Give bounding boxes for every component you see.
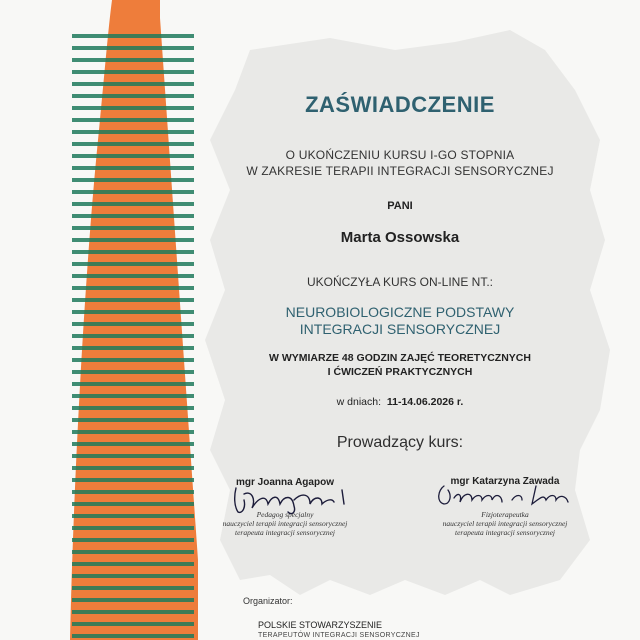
instructor-1-role-3: terapeuta integracji sensorycznej xyxy=(235,528,335,537)
course-title-line-2: INTEGRACJI SENSORYCZNEJ xyxy=(299,321,501,337)
subtitle-line-1: O UKOŃCZENIU KURSU I-GO STOPNIA xyxy=(285,148,515,162)
instructor-1-role-2: nauczyciel terapii integracji sensorycznej xyxy=(222,519,348,528)
instructor-2-role-1: Fizjoterapeutka xyxy=(481,510,529,519)
leaders-label: Prowadzący kurs: xyxy=(336,434,464,451)
subtitle-line-2: W ZAKRESIE TERAPII INTEGRACJI SENSORYCZNEJ xyxy=(246,164,554,178)
instructor-2-name: mgr Katarzyna Zawada xyxy=(450,476,560,487)
dates-label: w dniach: xyxy=(336,396,381,408)
course-title-line-1: NEUROBIOLOGICZNE PODSTAWY xyxy=(285,304,515,320)
instructor-2-role-2: nauczyciel terapii integracji sensorycznej xyxy=(442,519,568,528)
hours-line-1: W WYMIARZE 48 GODZIN ZAJĘĆ TEORETYCZNYCH xyxy=(269,352,531,364)
recipient-name: Marta Ossowska xyxy=(340,229,460,246)
completed-text: UKOŃCZYŁA KURS ON-LINE NT.: xyxy=(306,275,494,289)
organizer-name-line-1: POLSKIE STOWARZYSZENIE xyxy=(258,620,383,630)
salutation: PANI xyxy=(387,200,413,212)
organizer-label: Organizator: xyxy=(243,596,293,606)
instructor-2-role-3: terapeuta integracji sensorycznej xyxy=(455,528,555,537)
instructor-1-name: mgr Joanna Agapow xyxy=(236,477,334,488)
instructor-1-role-1: Pedagog specjalny xyxy=(256,510,314,519)
hours-line-2: I ĆWICZEŃ PRAKTYCZNYCH xyxy=(327,366,473,378)
organizer-name-line-2: TERAPEUTÓW INTEGRACJI SENSORYCZNEJ xyxy=(258,632,420,639)
signature-1 xyxy=(222,482,362,518)
signature-2 xyxy=(432,480,582,510)
certificate-title: ZAŚWIADCZENIE xyxy=(305,92,495,117)
course-dates xyxy=(170,396,630,408)
dates-value: 11-14.06.2026 r. xyxy=(386,396,464,408)
